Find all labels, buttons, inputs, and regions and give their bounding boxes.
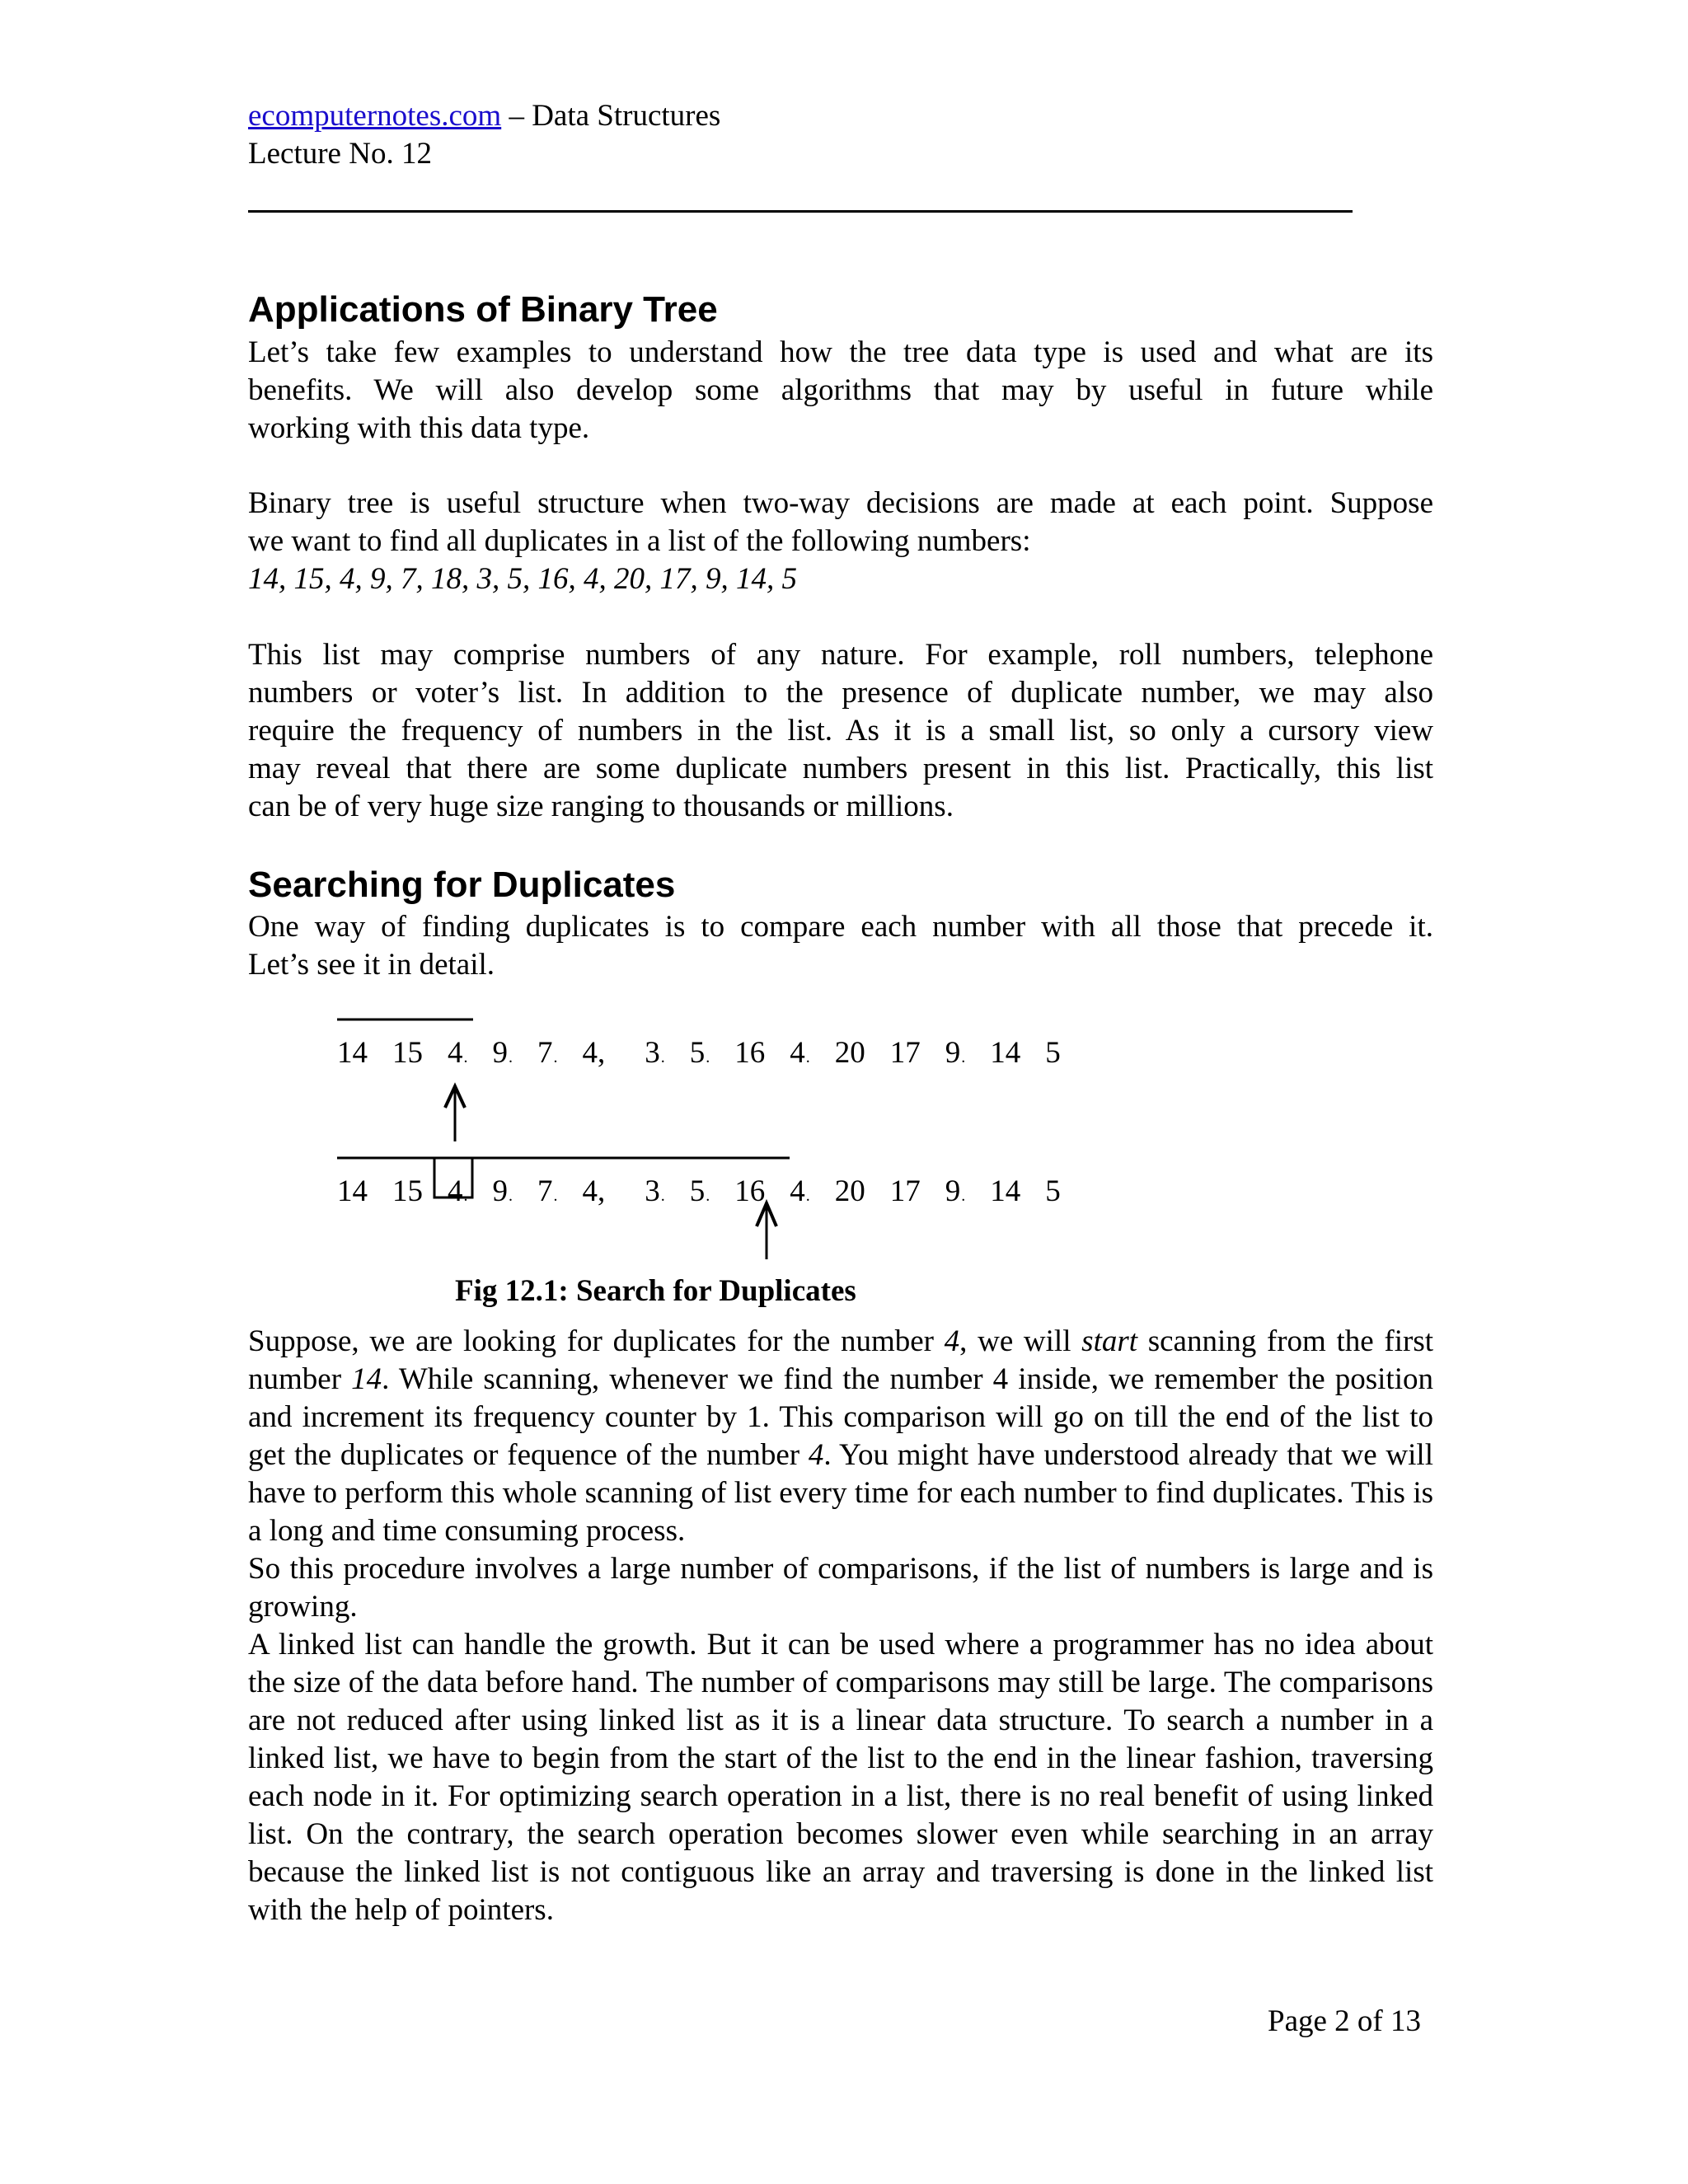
figure-number	[1045, 1035, 1061, 1071]
text-line: we want to find all duplicates in a list of the following numbers:	[248, 524, 1031, 558]
figure-dot-mark: .	[961, 1048, 966, 1066]
paragraph-intro	[248, 334, 1433, 448]
figure-dot-mark: .	[706, 1187, 710, 1205]
text-line: Binary tree is useful structure when two-way decisions are made at each point. Suppose	[248, 486, 1433, 520]
paragraph-comparisons: So this procedure involves a large number of comparisons, if the list of numbers is large and is growing.	[248, 1552, 1433, 1624]
figure-number	[392, 1174, 423, 1210]
figure-dot-mark: .	[463, 1187, 468, 1205]
figure-number-value: 14	[990, 1174, 1021, 1208]
header-divider	[248, 210, 1353, 213]
paragraph-binary-tree	[248, 485, 1433, 598]
figure-number-value: 9	[945, 1036, 961, 1070]
figure-number	[990, 1035, 1020, 1071]
figure-number-value: 4	[790, 1036, 805, 1070]
figure-number-value: 5	[1045, 1036, 1061, 1070]
figure-number	[734, 1174, 765, 1210]
figure-number	[493, 1174, 513, 1214]
figure-number-value: 16	[734, 1174, 766, 1208]
figure-number-value: 9	[945, 1174, 961, 1208]
figure-caption: Fig 12.1: Search for Duplicates	[455, 1274, 856, 1308]
figure-number-value: 4	[790, 1174, 805, 1208]
figure-dot-mark: .	[553, 1187, 558, 1205]
text-run: Suppose, we are looking for duplicates for the number	[248, 1324, 945, 1358]
text-run: scanning from the first number	[248, 1324, 1434, 1396]
figure-number-value: 5	[689, 1174, 706, 1208]
figure-number	[583, 1035, 606, 1071]
figure-number	[990, 1174, 1020, 1210]
page-header	[248, 97, 720, 173]
pointer-arrow-row-1-head	[445, 1086, 465, 1108]
text-line: may reveal that there are some duplicate numbers present in this list. Practically, this list	[248, 752, 1433, 785]
figure-number-value: 20	[834, 1174, 865, 1208]
figure-dot-mark: .	[553, 1048, 558, 1066]
figure-number-row-1	[337, 1035, 1085, 1076]
section-title-searching: Searching for Duplicates	[248, 865, 676, 905]
figure-number	[945, 1035, 966, 1076]
figure-number	[690, 1174, 710, 1214]
figure-dot-mark: .	[509, 1187, 513, 1205]
text-run: . You might have understood already that we will have to perform this whole scanning of list every time for each number to find duplicates. This is a long and time consuming process.	[248, 1438, 1433, 1548]
figure-number	[583, 1174, 606, 1210]
figure-number	[645, 1174, 665, 1214]
figure-number	[890, 1035, 921, 1071]
figure-number-value: 4	[448, 1036, 463, 1070]
figure-number-value: 15	[392, 1036, 423, 1070]
figure-number-value: 14	[337, 1036, 368, 1070]
figure-dot-mark: .	[805, 1187, 810, 1205]
figure-number-value: 20	[834, 1036, 865, 1070]
text-line: can be of very huge size ranging to thousands or millions.	[248, 790, 954, 823]
figure-number-value: 5	[689, 1036, 706, 1070]
figure-number	[537, 1035, 558, 1076]
figure-number-value: 15	[392, 1174, 423, 1208]
figure-dot-mark: .	[509, 1048, 513, 1066]
figure-number-value: 17	[889, 1174, 921, 1208]
figure-number	[1045, 1174, 1061, 1210]
figure-number-value: 9	[492, 1036, 508, 1070]
figure-number	[790, 1035, 810, 1076]
figure-dot-mark: .	[660, 1048, 665, 1066]
text-line: This list may comprise numbers of any nature. For example, roll numbers, telephone	[248, 638, 1433, 672]
text-line: working with this data type.	[248, 411, 590, 445]
figure-dot-mark: .	[706, 1048, 710, 1066]
figure-number-value: 7	[537, 1036, 553, 1070]
figure-number	[448, 1035, 468, 1076]
figure-number	[337, 1174, 368, 1210]
italic-term: 14	[351, 1362, 382, 1396]
figure-number-value: 7	[537, 1174, 553, 1208]
figure-number	[493, 1035, 513, 1076]
text-line: One way of finding duplicates is to compare each number with all those that precede it.	[248, 910, 1433, 944]
figure-number-value: 3	[645, 1174, 660, 1208]
figure-number-value: 14	[337, 1174, 368, 1208]
figure-number-value: 4	[448, 1174, 463, 1208]
text-line: numbers or voter’s list. In addition to the presence of duplicate number, we may also	[248, 676, 1433, 710]
figure-number	[835, 1035, 865, 1071]
figure-number	[945, 1174, 966, 1214]
paragraph-searching-intro	[248, 908, 1433, 984]
text-run: . While scanning, whenever we find the number 4 inside, we remember the position and increment its frequency counter by 1. This comparison will go on till the end of the list to get the duplicates or fequence of the number	[248, 1362, 1433, 1472]
header-subject: – Data Structures	[501, 99, 721, 133]
italic-term: 4	[944, 1324, 960, 1358]
figure-number-value: 3	[645, 1036, 660, 1070]
figure-number	[835, 1174, 865, 1210]
figure-number	[790, 1174, 810, 1214]
number-list: 14, 15, 4, 9, 7, 18, 3, 5, 16, 4, 20, 17, 9, 14, 5	[248, 562, 797, 596]
figure-number	[690, 1035, 710, 1076]
figure-number	[645, 1035, 665, 1076]
italic-term: 4	[808, 1438, 824, 1472]
figure-number-value: 17	[889, 1036, 921, 1070]
italic-term: start	[1081, 1324, 1138, 1358]
text-line: Let’s take few examples to understand how the tree data type is used and what are its	[248, 335, 1433, 369]
figure-number	[537, 1174, 558, 1214]
text-line: Let’s see it in detail.	[248, 948, 495, 982]
lecture-number: Lecture No. 12	[248, 137, 432, 171]
text-line: require the frequency of numbers in the list. As it is a small list, so only a cursory view	[248, 714, 1433, 748]
figure-number-value: 9	[492, 1174, 508, 1208]
figure-number-value: 4,	[582, 1036, 606, 1070]
header-line	[248, 97, 720, 135]
figure-dot-mark: .	[463, 1048, 468, 1066]
figure-dot-mark: .	[805, 1048, 810, 1066]
figure-number	[890, 1174, 921, 1210]
figure-number-value: 14	[990, 1036, 1021, 1070]
figure-number	[337, 1035, 368, 1071]
figure-number-value: 4,	[582, 1174, 606, 1208]
page-number: Page 2 of 13	[1268, 2004, 1421, 2038]
figure-number	[392, 1035, 423, 1071]
figure-dot-mark: .	[660, 1187, 665, 1205]
paragraph-suppose	[248, 1323, 1433, 1550]
paragraph-list-nature	[248, 636, 1433, 826]
site-link[interactable]: ecomputernotes.com	[248, 99, 502, 133]
text-line: benefits. We will also develop some algorithms that may by useful in future while	[248, 373, 1433, 407]
paragraph-linked-list: A linked list can handle the growth. But it can be used where a programmer has no idea about the size of the data before hand. The number of comparisons may still be large. The comparisons are not reduced after using linked list as it is a linear data structure. To search a number in a linked list, we have to begin from the start of the list to the end in the linear fashion, traversing each node in it. For optimizing search operation in a list, there is no real benefit of using linked list. On the contrary, the search operation becomes slower even while searching in an array because the linked list is not contiguous like an array and traversing is done in the linked list with the help of pointers.	[248, 1628, 1433, 1927]
section-title-applications: Applications of Binary Tree	[248, 289, 718, 330]
figure-number-value: 16	[734, 1036, 766, 1070]
text-run: , we will	[959, 1324, 1082, 1358]
figure-number-row-2	[337, 1174, 1085, 1214]
figure-number	[448, 1174, 468, 1214]
figure-number	[734, 1035, 765, 1071]
figure-number-value: 5	[1045, 1174, 1061, 1208]
figure-dot-mark: .	[961, 1187, 966, 1205]
